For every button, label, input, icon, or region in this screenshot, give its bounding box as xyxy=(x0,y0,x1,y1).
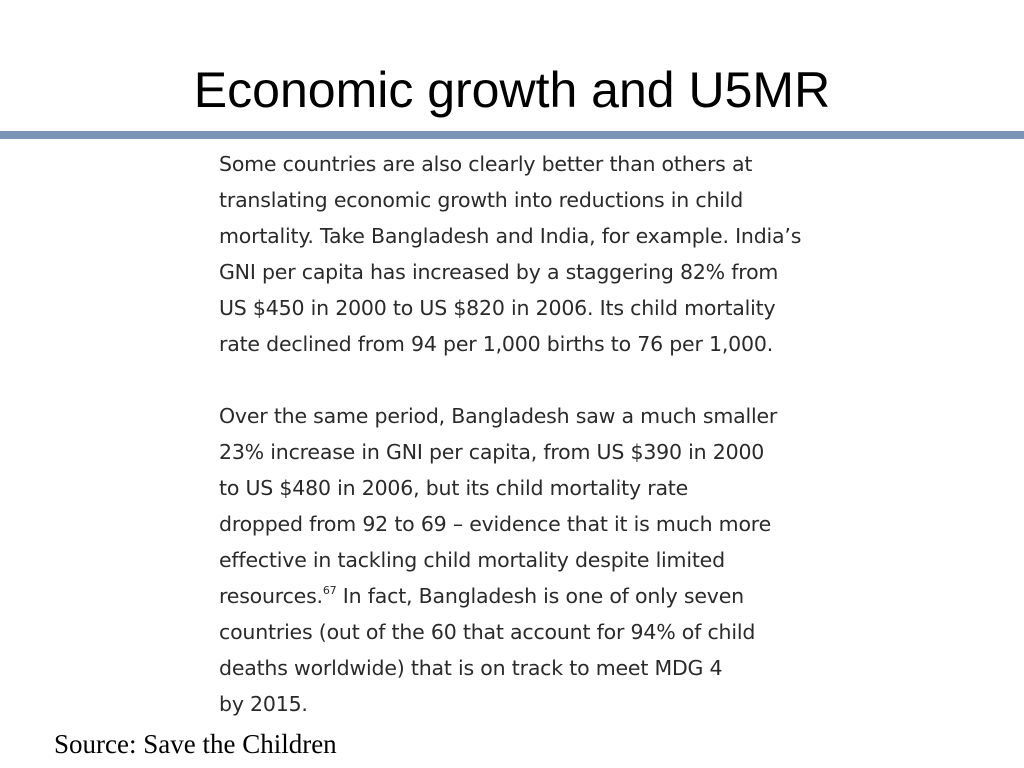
text-line: rate declined from 94 per 1,000 births to 76 per 1,000. xyxy=(219,332,774,356)
text-line-with-footnote xyxy=(219,578,899,614)
text-segment: resources. xyxy=(219,584,323,608)
source-citation: Source: Save the Children xyxy=(54,729,337,759)
text-line: countries (out of the 60 that account for 94% of child xyxy=(219,620,756,644)
text-line: by 2015. xyxy=(219,692,308,716)
paragraph-bangladesh xyxy=(219,398,899,722)
text-line: 23% increase in GNI per capita, from US $390 in 2000 xyxy=(219,440,765,464)
text-line: US $450 in 2000 to US $820 in 2006. Its child mortality xyxy=(219,296,776,320)
slide-title: Economic growth and U5MR xyxy=(193,62,831,118)
footnote-marker: 67 xyxy=(322,584,337,597)
text-line: GNI per capita has increased by a staggering 82% from xyxy=(219,260,779,284)
title-divider xyxy=(0,131,1024,139)
paragraph-india xyxy=(219,146,899,362)
text-line: to US $480 in 2006, but its child mortality rate xyxy=(219,476,689,500)
text-line: Over the same period, Bangladesh saw a much smaller xyxy=(219,404,778,428)
text-line: dropped from 92 to 69 – evidence that it is much more xyxy=(219,512,771,536)
report-excerpt xyxy=(219,146,899,722)
text-line: translating economic growth into reductions in child xyxy=(219,188,744,212)
text-segment: In fact, Bangladesh is one of only seven xyxy=(336,584,744,608)
text-line: mortality. Take Bangladesh and India, for example. India’s xyxy=(219,224,802,248)
text-line: effective in tackling child mortality despite limited xyxy=(219,548,725,572)
text-line: Some countries are also clearly better than others at xyxy=(219,152,753,176)
text-line: deaths worldwide) that is on track to meet MDG 4 xyxy=(219,656,723,680)
paragraph-gap xyxy=(219,362,899,398)
